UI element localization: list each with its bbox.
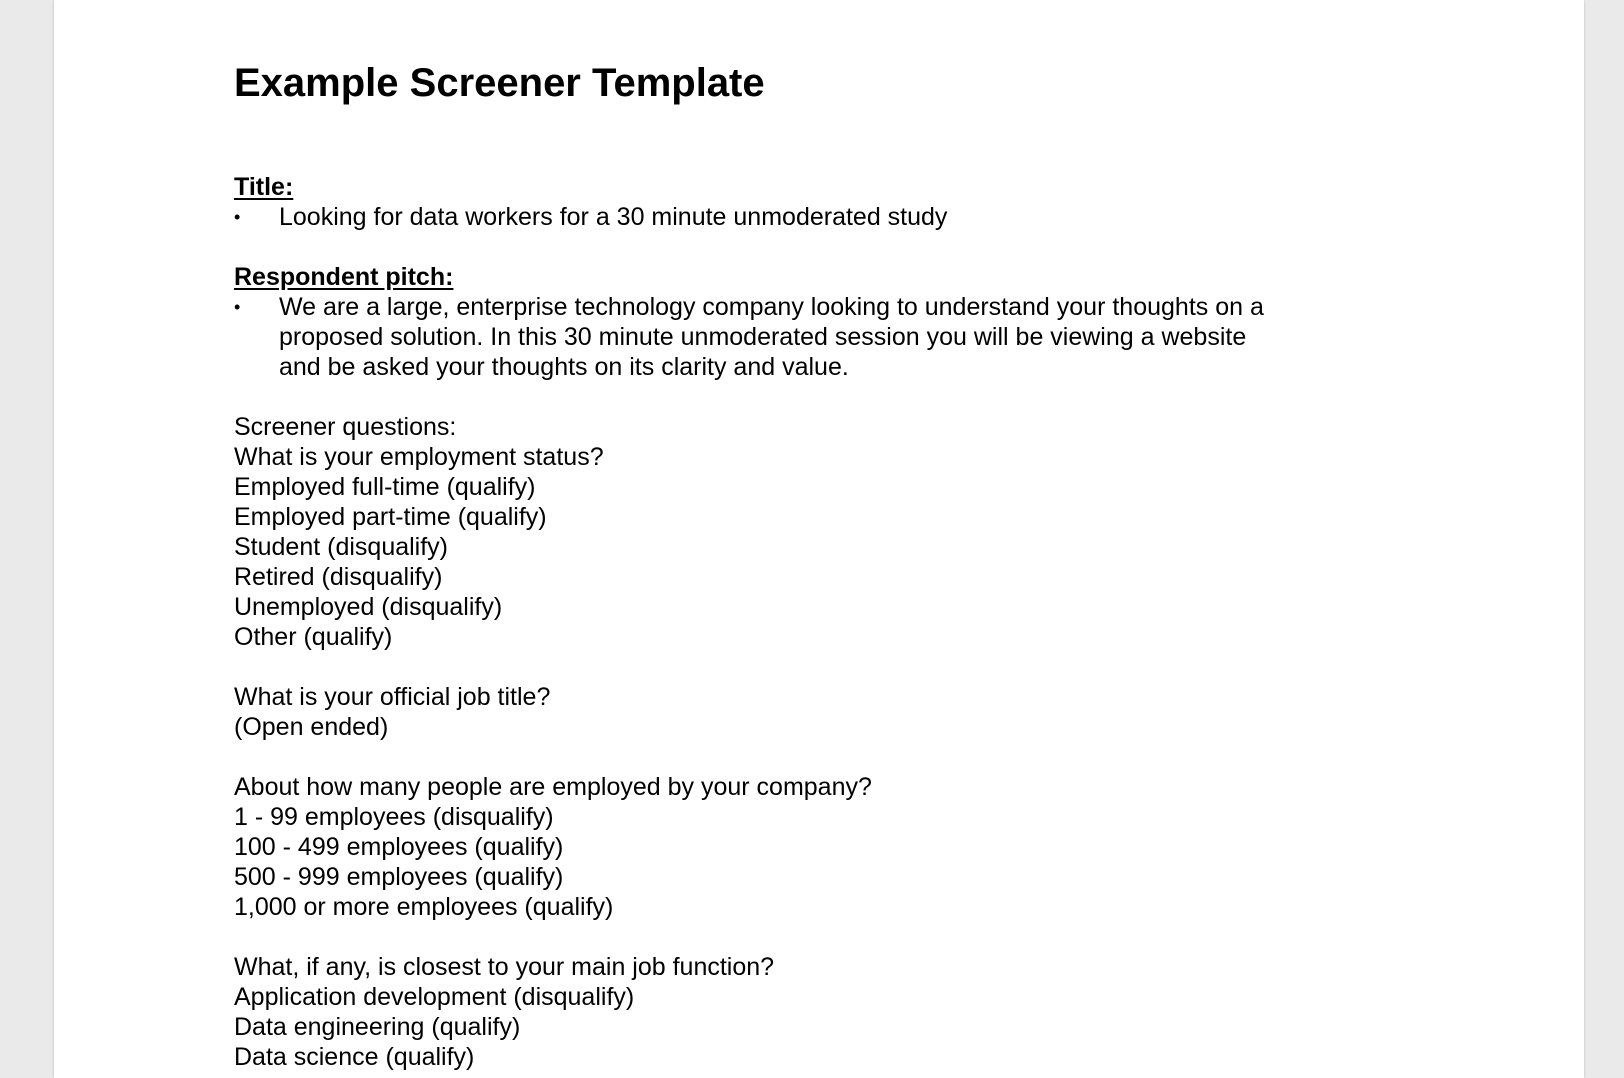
question-block (234, 952, 1434, 1072)
question-text: What, if any, is closest to your main job function? (234, 953, 775, 981)
answer-option: Other (qualify) (234, 623, 393, 651)
answer-option: 1,000 or more employees (qualify) (234, 893, 614, 921)
document-page (54, 0, 1584, 1078)
title-bullet-text: Looking for data workers for a 30 minute unmoderated study (279, 203, 948, 231)
document-body (234, 58, 1434, 1072)
answer-option: (Open ended) (234, 713, 389, 741)
question-block (234, 442, 1434, 652)
question-text: About how many people are employed by your company? (234, 773, 872, 801)
answer-option: Student (disqualify) (234, 533, 449, 561)
pitch-line: proposed solution. In this 30 minute unmoderated session you will be viewing a website (279, 323, 1247, 351)
answer-option: Application development (disqualify) (234, 983, 635, 1011)
screener-label: Screener questions: (234, 413, 457, 441)
title-heading: Title: (234, 173, 294, 201)
answer-option: Employed full-time (qualify) (234, 473, 536, 501)
pitch-heading: Respondent pitch: (234, 263, 454, 291)
document-title: Example Screener Template (234, 61, 765, 105)
bullet-icon: • (234, 207, 241, 227)
pitch-line: and be asked your thoughts on its clarity and value. (279, 353, 849, 381)
title-bullet (234, 202, 1434, 232)
answer-option: Retired (disqualify) (234, 563, 443, 591)
answer-option: Data science (qualify) (234, 1043, 475, 1071)
answer-option: Unemployed (disqualify) (234, 593, 503, 621)
answer-option: Data engineering (qualify) (234, 1013, 521, 1041)
answer-option: Employed part-time (qualify) (234, 503, 547, 531)
bullet-icon: • (234, 297, 241, 317)
question-text: What is your employment status? (234, 443, 604, 471)
answer-option: 100 - 499 employees (qualify) (234, 833, 564, 861)
question-block (234, 682, 1434, 742)
pitch-bullet (234, 292, 1434, 382)
question-text: What is your official job title? (234, 683, 551, 711)
pitch-line: We are a large, enterprise technology company looking to understand your thoughts on a (279, 293, 1264, 321)
question-block (234, 772, 1434, 922)
answer-option: 500 - 999 employees (qualify) (234, 863, 564, 891)
answer-option: 1 - 99 employees (disqualify) (234, 803, 554, 831)
